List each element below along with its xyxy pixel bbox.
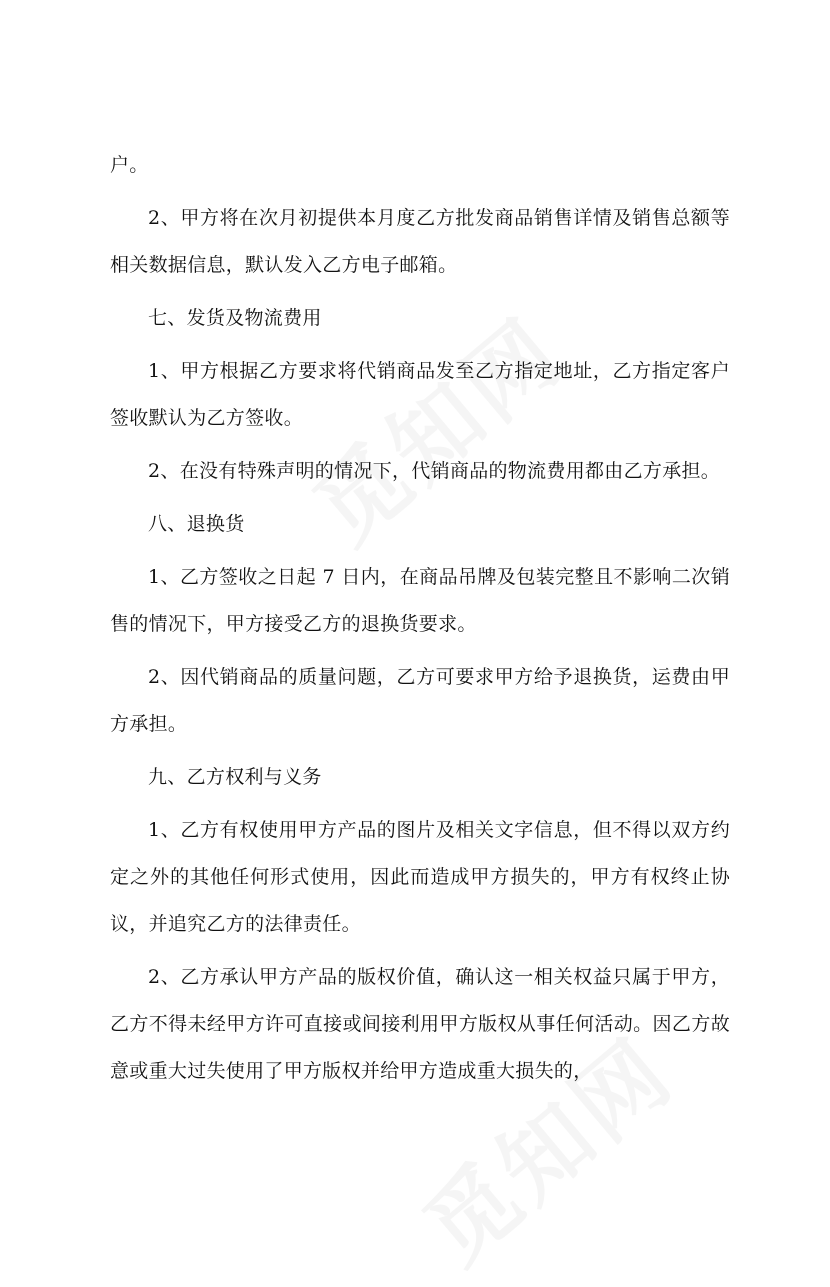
document-body <box>110 142 730 1101</box>
paragraph-clause: 1、乙方有权使用甲方产品的图片及相关文字信息，但不得以双方约定之外的其他任何形式使用，因此而造成甲方损失的，甲方有权终止协议，并追究乙方的法律责任。 <box>110 819 730 935</box>
section-heading: 八、退换货 <box>148 513 245 535</box>
section-heading: 七、发货及物流费用 <box>148 307 322 329</box>
paragraph-clause: 2、因代销商品的质量问题，乙方可要求甲方给予退换货，运费由甲方承担。 <box>110 666 730 735</box>
section-heading: 九、乙方权利与义务 <box>148 766 322 788</box>
paragraph-clause: 1、甲方根据乙方要求将代销商品发至乙方指定地址，乙方指定客户签收默认为乙方签收。 <box>110 360 730 429</box>
paragraph-clause: 2、在没有特殊声明的情况下，代销商品的物流费用都由乙方承担。 <box>148 460 721 482</box>
paragraph-clause: 2、甲方将在次月初提供本月度乙方批发商品销售详情及销售总额等相关数据信息，默认发入乙方电子邮箱。 <box>110 207 730 276</box>
paragraph-clause: 2、乙方承认甲方产品的版权价值，确认这一相关权益只属于甲方，乙方不得未经甲方许可直接或间接利用甲方版权从事任何活动。因乙方故意或重大过失使用了甲方版权并给甲方造成重大损失的， <box>110 966 730 1082</box>
paragraph-continuation: 户。 <box>110 154 149 176</box>
paragraph-clause: 1、乙方签收之日起 7 日内，在商品吊牌及包装完整且不影响二次销售的情况下，甲方接受乙方的退换货要求。 <box>110 566 730 635</box>
